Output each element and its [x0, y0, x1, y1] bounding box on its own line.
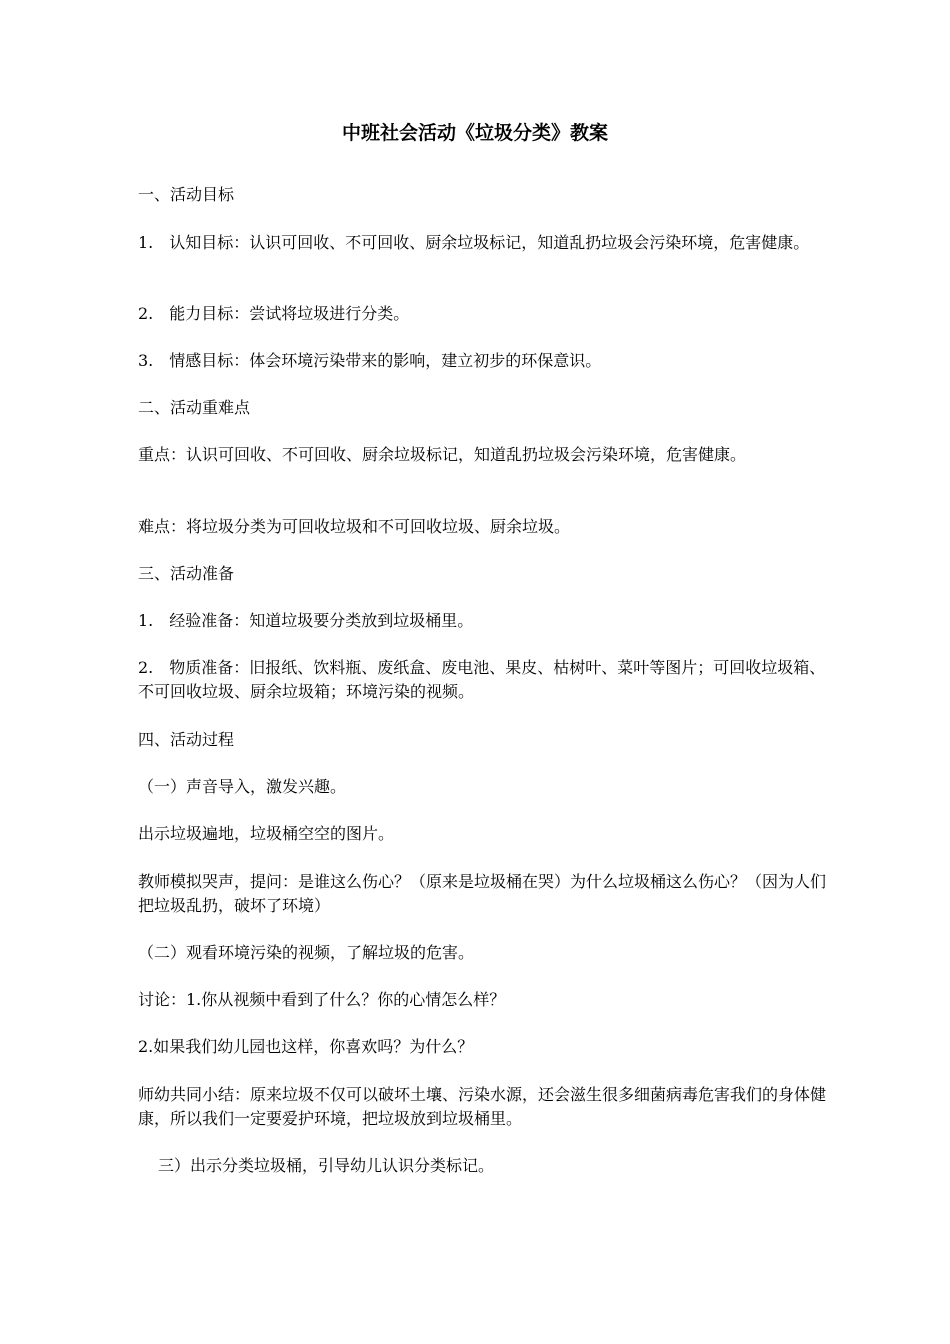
paragraph-step-2: （二）观看环境污染的视频，了解垃圾的危害。 [138, 943, 475, 962]
paragraph-key-point: 重点：认识可回收、不可回收、厨余垃圾标记，知道乱扔垃圾会污染环境，危害健康。 [138, 445, 747, 464]
paragraph-difficulty: 难点：将垃圾分类为可回收垃圾和不可回收垃圾、厨余垃圾。 [138, 517, 571, 536]
paragraph-step-1: （一）声音导入，激发兴趣。 [138, 777, 347, 796]
section-heading-goals: 一、活动目标 [138, 185, 235, 204]
section-heading-process: 四、活动过程 [138, 730, 235, 749]
paragraph-teacher-question: 教师模拟哭声，提问：是谁这么伤心？（原来是垃圾桶在哭）为什么垃圾桶这么伤心？（因为人们把垃圾乱扔，破坏了环境） [138, 872, 827, 915]
paragraph-material-prep: 2. 物质准备：旧报纸、饮料瓶、废纸盒、废电池、果皮、枯树叶、菜叶等图片；可回收垃圾箱、不可回收垃圾、厨余垃圾箱；环境污染的视频。 [138, 658, 826, 701]
paragraph-show-picture: 出示垃圾遍地，垃圾桶空空的图片。 [138, 824, 395, 843]
section-heading-key-points: 二、活动重难点 [138, 398, 251, 417]
paragraph-cognitive-goal: 1. 认知目标：认识可回收、不可回收、厨余垃圾标记，知道乱扔垃圾会污染环境，危害健康。 [138, 233, 810, 252]
paragraph-experience-prep: 1. 经验准备：知道垃圾要分类放到垃圾桶里。 [138, 611, 474, 630]
paragraph-summary: 师幼共同小结：原来垃圾不仅可以破坏土壤、污染水源，还会滋生很多细菌病毒危害我们的身体健康，所以我们一定要爱护环境，把垃圾放到垃圾桶里。 [138, 1085, 827, 1128]
paragraph-step-3: 三）出示分类垃圾桶，引导幼儿认识分类标记。 [158, 1156, 495, 1175]
document-title: 中班社会活动《垃圾分类》教案 [341, 122, 608, 144]
paragraph-discussion-1: 讨论：1.你从视频中看到了什么？你的心情怎么样？ [138, 990, 506, 1009]
paragraph-discussion-2: 2.如果我们幼儿园也这样，你喜欢吗？为什么？ [138, 1037, 474, 1056]
section-heading-preparation: 三、活动准备 [138, 564, 235, 583]
paragraph-emotional-goal: 3. 情感目标：体会环境污染带来的影响，建立初步的环保意识。 [138, 351, 602, 370]
paragraph-ability-goal: 2. 能力目标：尝试将垃圾进行分类。 [138, 304, 410, 323]
